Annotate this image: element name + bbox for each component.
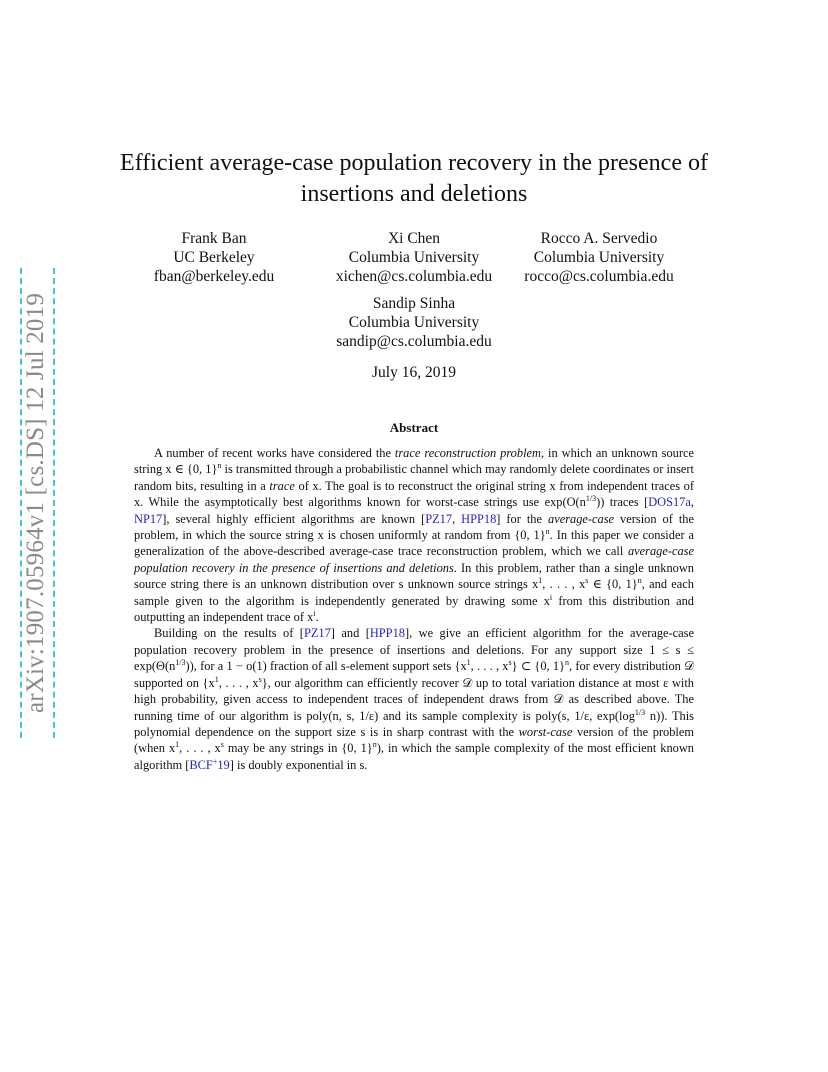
superscript: 1 — [175, 740, 180, 750]
text: ], several highly efficient algorithms are known [ — [162, 511, 426, 526]
superscript: n — [565, 658, 569, 668]
author-email: sandip@cs.columbia.edu — [336, 333, 492, 350]
author-email: fban@berkeley.edu — [153, 268, 275, 285]
superscript: s — [585, 576, 589, 586]
citation-text: BCF — [189, 757, 213, 772]
author-affiliation: Columbia University — [533, 249, 665, 266]
text: , and each sample given to the algorithm is independently generated by drawing some x — [134, 577, 694, 608]
text: of x. The goal is to reconstruct the original string x from independent traces of x. While the asymptotically best algorithms known for worst-case strings use exp(O(n — [134, 478, 694, 510]
text: A number of recent works have considered the — [154, 446, 395, 460]
text: , for every distribution 𝒟 supported on {x — [134, 659, 694, 690]
text: is transmitted through a probabilistic channel which may randomly delete coordinates or insert random bits, resulting in a — [134, 462, 695, 493]
text: )) traces [ — [596, 495, 649, 510]
author-email: xichen@cs.columbia.edu — [335, 268, 493, 285]
author-block-1 — [134, 229, 294, 286]
abstract-paragraph-1 — [134, 445, 694, 625]
citation-link-bcf19[interactable] — [189, 758, 229, 772]
citation-link-hpp18[interactable]: HPP18 — [461, 511, 497, 526]
citation-link-pz17[interactable]: PZ17 — [425, 511, 453, 526]
author-affiliation: UC Berkeley — [173, 249, 255, 266]
emphasis: worst-case — [518, 724, 573, 739]
text: . In this problem, rather than a single unknown source string there is an unknown distribution over s unknown source strings x — [134, 560, 694, 592]
superscript: 1/3 — [175, 658, 186, 668]
text: , in which an unknown source string x ∈ {0, 1} — [134, 446, 694, 477]
citation-link-pz17[interactable]: PZ17 — [303, 626, 331, 641]
text: from this distribution and outputting an independent trace of x — [134, 593, 694, 625]
text: , — [452, 511, 462, 526]
superscript: 1/3 — [585, 494, 597, 504]
superscript: n — [217, 461, 222, 471]
author-email: rocco@cs.columbia.edu — [524, 268, 674, 285]
author-name: Sandip Sinha — [372, 295, 456, 312]
superscript: s — [220, 740, 224, 750]
text: ] for the — [496, 511, 548, 526]
text: ), in which the sample complexity of the most efficient known algorithm [ — [134, 741, 695, 772]
superscript: n — [637, 576, 642, 586]
citation-link-np17[interactable]: NP17 — [134, 511, 163, 526]
text: ], we give an efficient algorithm for the average-case population recovery problem in the presence of insertions and deletions. For any support size 1 ≤ s ≤ exp(Θ(n — [134, 626, 695, 674]
text: version of the problem, in which the source string x is chosen uniformly at random from {0, 1} — [134, 511, 694, 543]
author-block-2 — [314, 229, 514, 286]
emphasis: average-case — [548, 511, 615, 526]
abstract-paragraph-2 — [134, 625, 694, 773]
superscript: s — [258, 674, 262, 684]
author-block-3 — [514, 229, 684, 286]
text: . — [315, 610, 319, 625]
title-line-2: insertions and deletions — [300, 181, 528, 207]
text: )), for a 1 − o(1) fraction of all s-element support sets {x — [185, 659, 467, 674]
arxiv-side-stamp — [20, 268, 60, 738]
stamp-border-right — [53, 268, 55, 738]
text: version of the problem (when x — [134, 724, 694, 756]
superscript: 1 — [214, 674, 219, 684]
text: Building on the results of [ — [154, 626, 304, 641]
paper-title — [100, 148, 728, 210]
superscript: s — [508, 658, 512, 668]
superscript: 1/3 — [634, 707, 646, 717]
text: }, our algorithm can efficiently recover 𝒟 up to total variation distance at most ε with high probability, given access to independent traces of independent draws from 𝒟 as described above. The running time of our algorithm is poly(n, s, 1/ε) and its sample complexity is poly(s, 1/ε, exp(log — [134, 675, 694, 723]
citation-link-dos17a[interactable]: DOS17a — [648, 495, 691, 510]
superscript: 1 — [538, 576, 543, 586]
superscript: i — [313, 608, 316, 618]
emphasis: trace reconstruction problem — [394, 446, 541, 460]
text: , . . . , x — [542, 577, 586, 592]
author-name: Frank Ban — [181, 230, 247, 247]
text: n)). This polynomial dependence on the support size s is in sharp contrast with the — [134, 708, 695, 739]
text: ] and [ — [330, 626, 370, 641]
superscript: n — [545, 526, 550, 536]
text: , . . . , x — [470, 659, 509, 674]
text: } ⊂ {0, 1} — [511, 659, 565, 674]
text: , — [690, 495, 694, 510]
abstract-heading: Abstract — [389, 420, 439, 435]
author-block-4 — [314, 294, 514, 351]
paper-date: July 16, 2019 — [372, 364, 456, 381]
author-affiliation: Columbia University — [348, 314, 480, 331]
text: ∈ {0, 1} — [588, 577, 638, 592]
arxiv-identifier[interactable]: arXiv:1907.05964v1 [cs.DS] 12 Jul 2019 — [22, 292, 49, 714]
superscript: + — [212, 756, 218, 766]
citation-link-hpp18[interactable]: HPP18 — [369, 626, 405, 641]
author-name: Rocco A. Servedio — [540, 230, 658, 247]
title-line-1: Efficient average-case population recovery in the presence of — [120, 150, 708, 176]
citation-text: 19 — [217, 757, 230, 772]
superscript: i — [549, 592, 553, 602]
author-name: Xi Chen — [387, 230, 441, 247]
text: ] is doubly exponential in s. — [229, 757, 368, 772]
text: may be any strings in {0, 1} — [223, 741, 373, 756]
abstract-body — [134, 445, 694, 773]
author-affiliation: Columbia University — [348, 249, 480, 266]
superscript: 1 — [466, 658, 471, 668]
text: . In this paper we consider a generalization of the above-described average-case trace reconstruction problem, which we call — [134, 528, 694, 559]
emphasis: trace — [269, 478, 295, 493]
emphasis: average-case population recovery in the presence of insertions and deletions — [134, 544, 694, 575]
text: , . . . , x — [218, 675, 259, 690]
superscript: n — [372, 740, 377, 750]
text: , . . . , x — [179, 741, 221, 756]
